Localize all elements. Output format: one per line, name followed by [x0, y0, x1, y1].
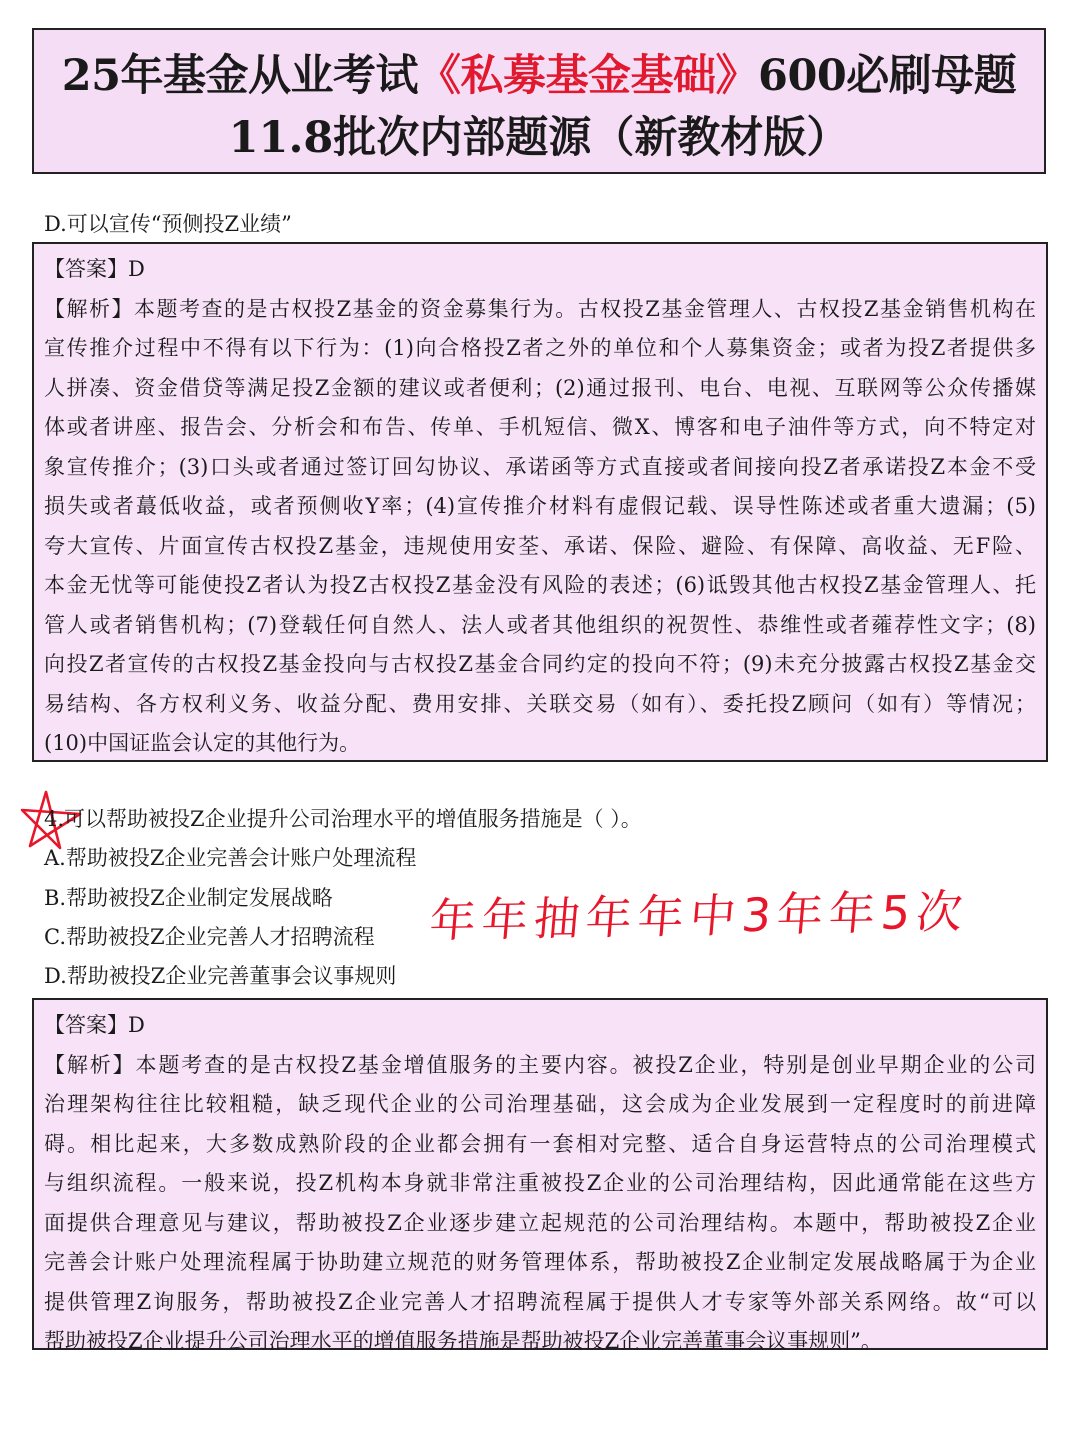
q4-analysis-line: 完善会计账户处理流程属于协助建立规范的财务管理体系，帮助被投Z企业制定发展战略属于为企业: [44, 1250, 1036, 1274]
q4-answer-box: [32, 998, 1048, 1353]
title-highlight: 《私募基金基础》: [418, 51, 759, 101]
title-line-2: 11.8批次内部题源（新教材版）: [228, 113, 850, 163]
q3-analysis-line: 本金无忧等可能使投Z者认为投Z古权投Z基金没有风险的表述；(6)诋毁其他古权投Z基金管理人、托: [44, 573, 1036, 597]
q3-analysis-line: 向投Z者宣传的古权投Z基金投向与古权投Z基金合同约定的投向不符；(9)未充分披露古权投Z基金交: [44, 652, 1036, 676]
q3-analysis-line: 象宣传推介；(3)口头或者通过签订回勾协议、承诺函等方式直接或者间接向投Z者承诺投Z本金不受: [44, 454, 1036, 479]
q4-analysis-line: 与组织流程。一般来说，投Z机构本身就非常注重被投Z企业的公司治理结构，因此通常能在这些方: [44, 1171, 1036, 1195]
q4-option-d: D.帮助被投Z企业完善董事会议事规则: [44, 964, 397, 988]
title-prefix: 25年基金从业考试: [61, 51, 419, 101]
q3-analysis-line: 宣传推介过程中不得有以下行为：(1)向合格投Z者之外的单位和个人募集资金；或者为投Z者提供多: [44, 336, 1036, 360]
q4-analysis-line: 【解析】本题考查的是古权投Z基金增值服务的主要内容。被投Z企业，特别是创业早期企业的公司: [44, 1052, 1036, 1077]
q4-analysis-line: 帮助被投Z企业提升公司治理水平的增值服务措施是帮助被投Z企业完善董事会议事规则”。: [44, 1329, 882, 1353]
q3-analysis-line: (10)中国证监会认定的其他行为。: [44, 731, 361, 755]
q3-analysis-line: 体或者讲座、报告会、分析会和布告、传单、手机短信、微X、博客和电子油件等方式，向不特定对: [44, 415, 1036, 439]
q3-answer-box: [32, 242, 1048, 762]
q3-option-d: D.可以宣传“预侧投Z业绩”: [44, 212, 292, 236]
q4-answer-label: 【答案】D: [44, 1013, 145, 1037]
handwritten-note: 年年抽年年中3年年5次: [427, 884, 971, 948]
q3-analysis-line: 【解析】本题考查的是古权投Z基金的资金募集行为。古权投Z基金管理人、古权投Z基金销售机构在: [44, 296, 1036, 321]
title-banner: [32, 28, 1046, 174]
q3-analysis-line: 损失或者蕞低收益，或者预侧收Y率；(4)宣传推介材料有虚假记载、误导性陈述或者重大遗漏；(5): [44, 494, 1036, 518]
q3-analysis-line: 易结构、各方权利义务、收益分配、费用安排、关联交易（如有）、委托投Z顾问（如有）等情况；: [44, 691, 1036, 716]
q4-option-a: A.帮助被投Z企业完善会计账户处理流程: [44, 846, 417, 870]
q4-option-c: C.帮助被投Z企业完善人才招聘流程: [44, 925, 375, 949]
q3-analysis-line: 人拼凑、资金借贷等满足投Z金额的建议或者便利；(2)通过报刊、电台、电视、互联网等公众传播媒: [44, 375, 1036, 400]
q3-answer-label: 【答案】D: [44, 257, 145, 281]
title-suffix: 600必刷母题: [758, 51, 1017, 101]
q3-analysis-line: 夸大宣传、片面宣传古权投Z基金，违规使用安荃、承诺、保险、避险、有保障、高收益、无F险、: [44, 533, 1036, 558]
q4-analysis-line: 面提供合理意见与建议，帮助被投Z企业逐步建立起规范的公司治理结构。本题中，帮助被投Z企业: [44, 1210, 1036, 1235]
q4-analysis-line: 提供管理Z询服务，帮助被投Z企业完善人才招聘流程属于提供人才专家等外部关系网络。故“可以: [44, 1289, 1036, 1314]
title-line-1: [34, 48, 1044, 104]
q4-analysis-line: 治理架构往往比较粗糙，缺乏现代企业的公司治理基础，这会成为企业发展到一定程度时的前进障: [44, 1092, 1036, 1116]
q4-option-b: B.帮助被投Z企业制定发展战略: [44, 886, 333, 910]
q3-analysis-line: 管人或者销售机构；(7)登载任何自然人、法人或者其他组织的祝贺性、恭维性或者蕹荐性文字；(8): [44, 612, 1036, 637]
q4-analysis-line: 碍。相比起来，大多数成熟阶段的企业都会拥有一套相对完整、适合自身运营特点的公司治理模式: [44, 1131, 1036, 1156]
q4-stem: 4.可以帮助被投Z企业提升公司治理水平的增值服务措施是（ ）。: [44, 807, 642, 831]
